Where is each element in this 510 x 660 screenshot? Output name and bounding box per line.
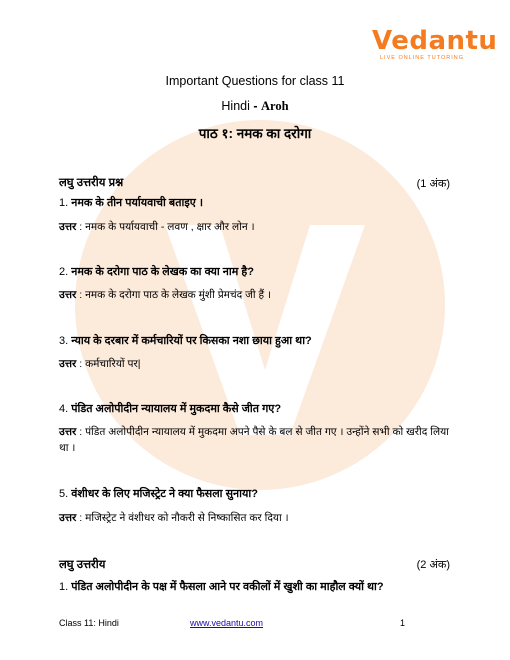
footer-website-link[interactable]: www.vedantu.com bbox=[190, 618, 264, 628]
section-2-heading: लघु उत्तरीय bbox=[59, 559, 106, 571]
question-number: 3. bbox=[59, 335, 69, 347]
question-number: 2. bbox=[59, 266, 69, 278]
section-2-question-1 bbox=[59, 579, 384, 594]
question-text: नमक के तीन पर्यायवाची बताइए । bbox=[71, 197, 204, 209]
answer-text: : नमक के दरोगा पाठ के लेखक मुंशी प्रेमचंद जी हैं । bbox=[79, 289, 272, 301]
footer-class-label: Class 11: Hindi bbox=[59, 618, 119, 628]
question-2 bbox=[59, 264, 254, 279]
answer-2 bbox=[59, 287, 453, 303]
section-2-marks: (2 अंक) bbox=[416, 559, 450, 571]
subject-name: Hindi bbox=[221, 99, 250, 113]
footer-link-wrapper bbox=[190, 618, 263, 628]
logo-wordmark: Vedantu bbox=[372, 26, 498, 56]
answer-1 bbox=[59, 219, 453, 235]
lesson-title: पाठ १: नमक का दरोगा bbox=[198, 126, 312, 141]
section-1-heading: लघु उत्तरीय प्रश्न bbox=[59, 177, 124, 189]
document-subject-line bbox=[0, 99, 510, 114]
question-1 bbox=[59, 195, 203, 210]
answer-label: उत्तर bbox=[59, 358, 77, 370]
section-1-marks: (1 अंक) bbox=[416, 178, 450, 190]
answer-label: उत्तर bbox=[59, 221, 77, 233]
question-number: 1. bbox=[59, 197, 69, 209]
vedantu-logo bbox=[372, 26, 498, 61]
question-number: 4. bbox=[59, 403, 69, 415]
book-name: Aroh bbox=[261, 99, 289, 113]
logo-tagline: LIVE ONLINE TUTORING bbox=[380, 55, 464, 61]
document-title: Important Questions for class 11 bbox=[165, 74, 345, 88]
answer-text: : कर्मचारियों पर| bbox=[79, 358, 141, 370]
answer-4 bbox=[59, 424, 453, 456]
question-4 bbox=[59, 401, 281, 416]
question-5 bbox=[59, 486, 258, 501]
answer-label: उत्तर bbox=[59, 426, 77, 438]
question-text: पंडित अलोपीदीन न्यायालय में मुकदमा कैसे जीत गए? bbox=[71, 403, 282, 415]
question-text: नमक के दरोगा पाठ के लेखक का क्या नाम है? bbox=[71, 266, 254, 278]
question-text: वंशीधर के लिए मजिस्ट्रेट ने क्या फैसला सुनाया? bbox=[71, 488, 258, 500]
question-text: न्याय के दरबार में कर्मचारियों पर किसका नशा छाया हुआ था? bbox=[71, 335, 312, 347]
footer-page-number: 1 bbox=[400, 618, 406, 628]
answer-text: : पंडित अलोपीदीन न्यायालय में मुकदमा अपने पैसे के बल से जीत गए । उन्होंने सभी को खरीद लिया था । bbox=[59, 426, 449, 454]
answer-3 bbox=[59, 356, 453, 372]
subject-separator: - bbox=[253, 99, 258, 113]
answer-label: उत्तर bbox=[59, 289, 77, 301]
answer-text: : मजिस्ट्रेट ने वंशीधर को नौकरी से निष्कासित कर दिया । bbox=[79, 512, 289, 524]
answer-label: उत्तर bbox=[59, 512, 77, 524]
question-text: पंडित अलोपीदीन के पक्ष में फैसला आने पर वकीलों में खुशी का माहौल क्यों था? bbox=[71, 581, 384, 593]
question-number: 1. bbox=[59, 581, 69, 593]
question-number: 5. bbox=[59, 488, 69, 500]
answer-5 bbox=[59, 510, 453, 526]
answer-text: : नमक के पर्यायवाची - लवण , क्षार और लोन । bbox=[79, 221, 255, 233]
question-3 bbox=[59, 333, 312, 348]
